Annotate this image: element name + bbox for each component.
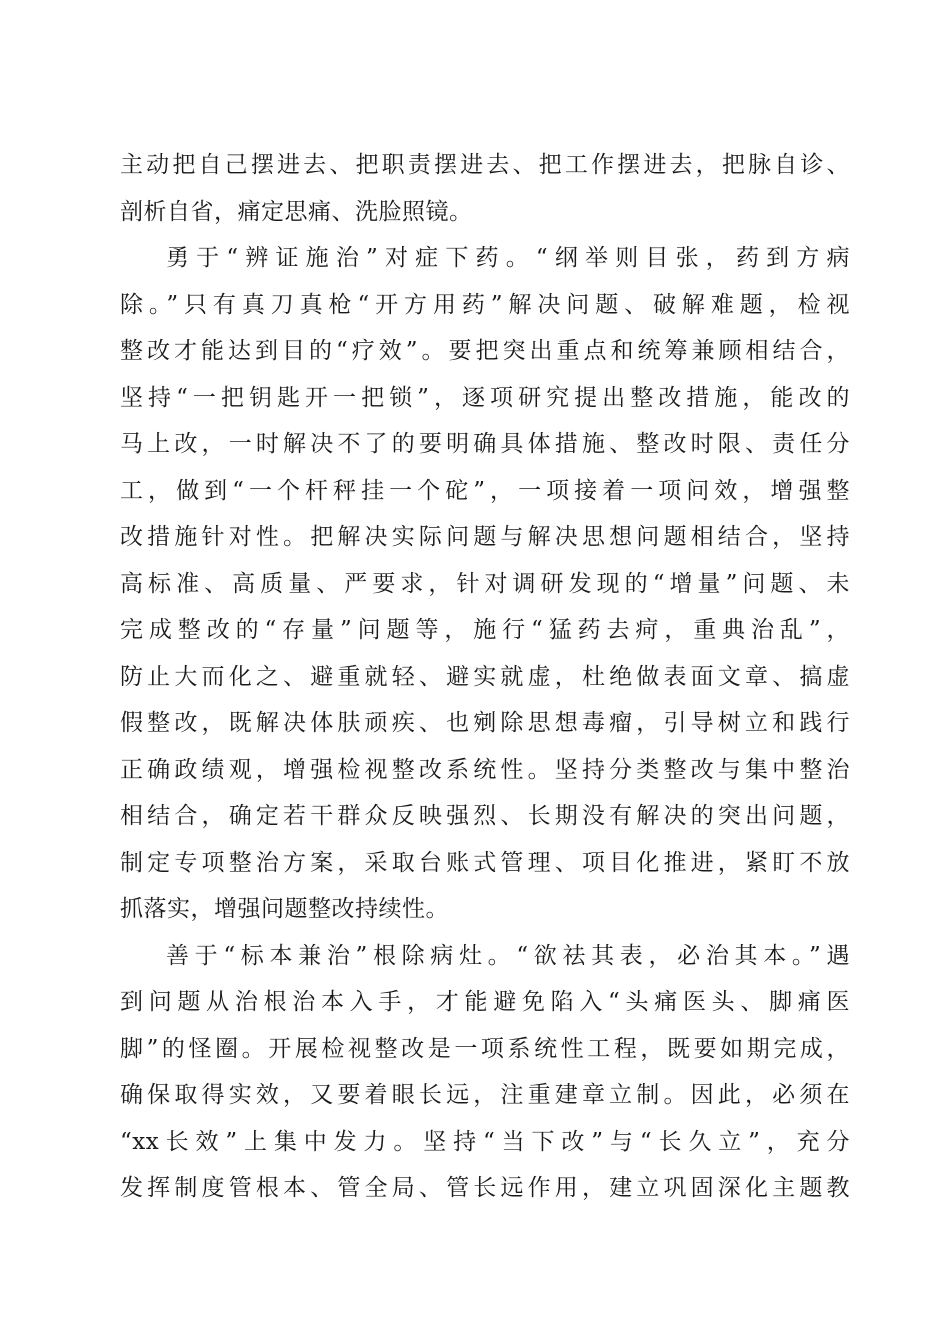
text-line: 剖析自省，痛定思痛、洗脸照镜。	[120, 198, 473, 225]
text-line: 主动把自己摆进去、把职责摆进去、把工作摆进去，把脉自诊、	[120, 152, 850, 178]
text-line: 整改才能达到目的“疗效”。要把突出重点和统筹兼顾相结合，	[120, 338, 850, 364]
text-line: 工，做到“一个杆秤挂一个砣”，一项接着一项问效，增强整	[120, 477, 850, 504]
text-line: 到问题从治根治本入手，才能避免陷入“头痛医头、脚痛医	[120, 989, 850, 1015]
paragraph-heading-line: 善于“标本兼治”根除病灶。“欲祛其表，必治其本。”遇	[166, 942, 850, 969]
body-text	[120, 142, 850, 1212]
text-line: 坚持“一把钥匙开一把锁”，逐项研究提出整改措施，能改的	[120, 384, 850, 411]
text-line: 高标准、高质量、严要求，针对调研发现的“增量”问题、未	[120, 570, 850, 597]
text-line: “xx长效”上集中发力。坚持“当下改”与“长久立”，充分	[120, 1128, 850, 1155]
paragraph-heading-line: 勇于“辨证施治”对症下药。“纲举则目张，药到方病	[166, 245, 850, 271]
text-line: 除。”只有真刀真枪“开方用药”解决问题、破解难题，检视	[120, 291, 850, 318]
text-line: 制定专项整治方案，采取台账式管理、项目化推进，紧盯不放	[120, 849, 850, 876]
text-line: 改措施针对性。把解决实际问题与解决思想问题相结合，坚持	[120, 524, 850, 550]
text-line: 假整改，既解决体肤顽疾、也剜除思想毒瘤，引导树立和践行	[120, 710, 850, 736]
text-line: 防止大而化之、避重就轻、避实就虚，杜绝做表面文章、搞虚	[120, 663, 850, 690]
text-line: 发挥制度管根本、管全局、管长远作用，建立巩固深化主题教	[120, 1175, 850, 1201]
text-line: 相结合，确定若干群众反映强烈、长期没有解决的突出问题，	[120, 803, 850, 829]
text-line: 确保取得实效，又要着眼长远，注重建章立制。因此，必须在	[120, 1082, 850, 1108]
text-line: 完成整改的“存量”问题等，施行“猛药去疴，重典治乱”，	[120, 617, 850, 643]
text-line: 正确政绩观，增强检视整改系统性。坚持分类整改与集中整治	[120, 756, 850, 783]
text-line: 脚”的怪圈。开展检视整改是一项系统性工程，既要如期完成，	[120, 1035, 850, 1062]
text-line: 马上改，一时解决不了的要明确具体措施、整改时限、责任分	[120, 431, 850, 457]
text-line: 抓落实，增强问题整改持续性。	[120, 896, 449, 922]
